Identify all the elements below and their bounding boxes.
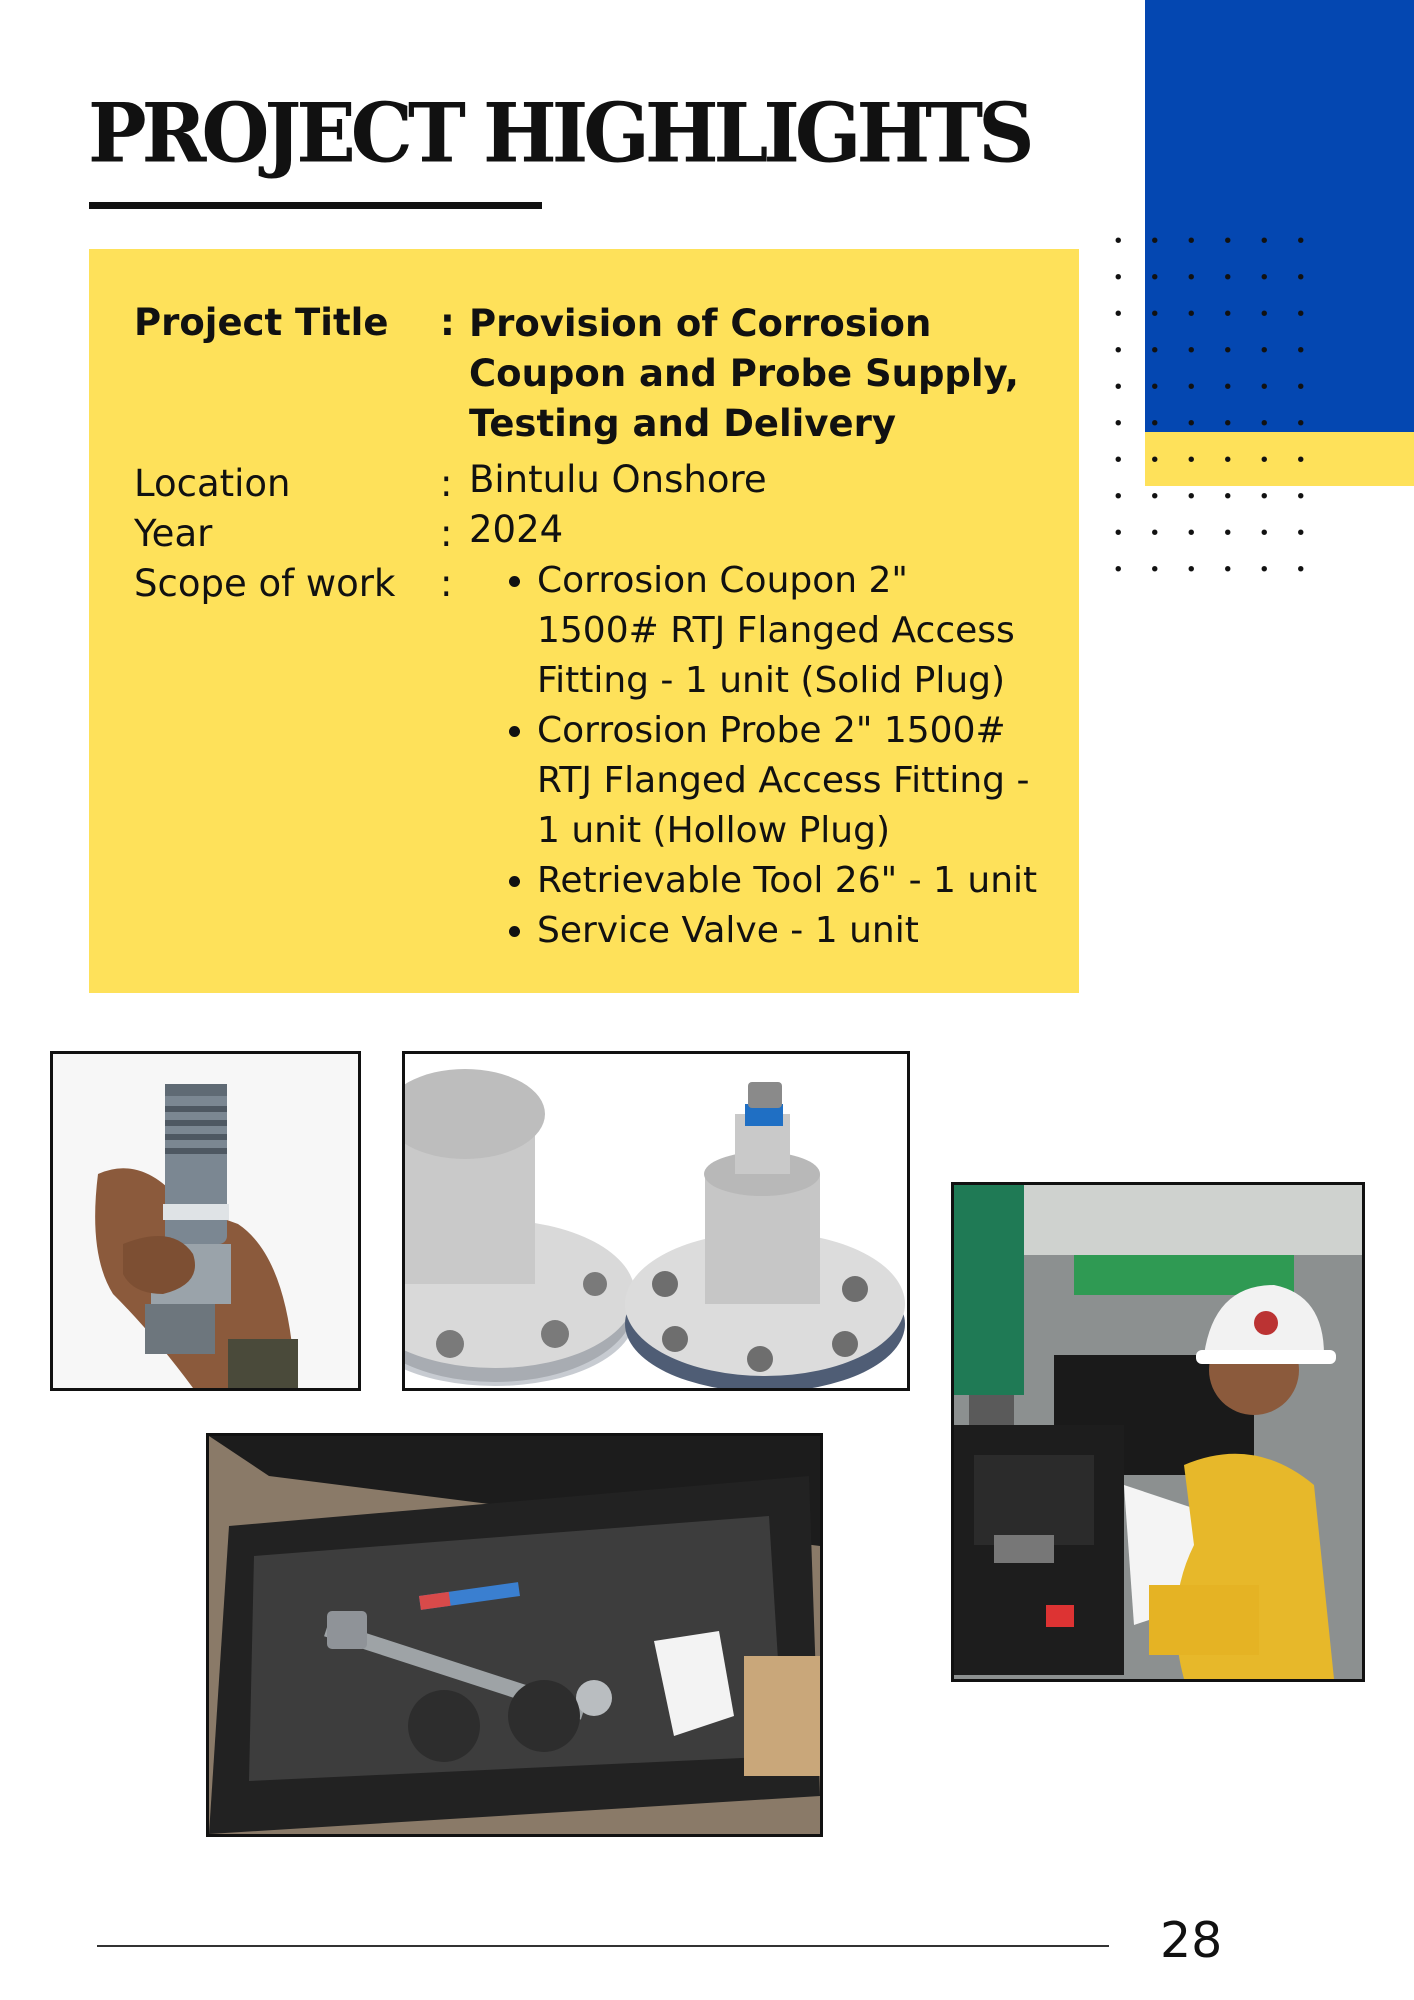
page-title: PROJECT HIGHLIGHTS: [88, 86, 1030, 182]
colon: :: [440, 512, 453, 555]
footer-rule: [97, 1945, 1109, 1947]
worker-illustration: [954, 1185, 1362, 1679]
scope-item-line: • Corrosion Probe 2" 1500#: [537, 710, 1006, 751]
scope-item: [537, 856, 1107, 906]
project-title-line: Testing and Delivery: [469, 402, 896, 445]
dot-grid-decor: [1100, 222, 1310, 572]
scope-item-line: RTJ Flanged Access Fitting -: [537, 760, 1030, 801]
scope-item-line: Fitting - 1 unit (Solid Plug): [537, 660, 1006, 701]
project-title-value: [469, 299, 1019, 449]
colon: :: [440, 301, 455, 344]
scope-list: [500, 556, 1107, 956]
colon: :: [440, 462, 453, 505]
colon: :: [440, 562, 453, 605]
scope-item-line: 1500# RTJ Flanged Access: [537, 610, 1015, 651]
location-label: Location: [134, 462, 291, 505]
scope-item-line: • Retrievable Tool 26" - 1 unit: [537, 860, 1038, 901]
photo-flanged-fittings: [402, 1051, 910, 1391]
scope-item: [537, 556, 1107, 706]
scope-item: [537, 706, 1107, 856]
project-title-line: Coupon and Probe Supply,: [469, 352, 1019, 395]
year-value: 2024: [469, 508, 564, 551]
scope-item-line: • Corrosion Coupon 2": [537, 560, 908, 601]
location-value: Bintulu Onshore: [469, 458, 767, 501]
photo-worker-inspection: [951, 1182, 1365, 1682]
photo-coupon-fitting: [50, 1051, 361, 1391]
scope-item-line: 1 unit (Hollow Plug): [537, 810, 891, 851]
tool-case-illustration: [209, 1436, 820, 1834]
scope-item: [537, 906, 1107, 956]
scope-label: Scope of work: [134, 562, 396, 605]
project-title-label: Project Title: [134, 301, 389, 344]
flanges-illustration: [405, 1054, 907, 1388]
year-label: Year: [134, 512, 213, 555]
coupon-fitting-illustration: [53, 1054, 358, 1388]
title-underline: [89, 202, 542, 209]
page-number: 28: [1160, 1912, 1223, 1969]
photo-retrievable-tool-case: [206, 1433, 823, 1837]
scope-item-line: • Service Valve - 1 unit: [537, 910, 919, 951]
project-title-line: Provision of Corrosion: [469, 302, 932, 345]
